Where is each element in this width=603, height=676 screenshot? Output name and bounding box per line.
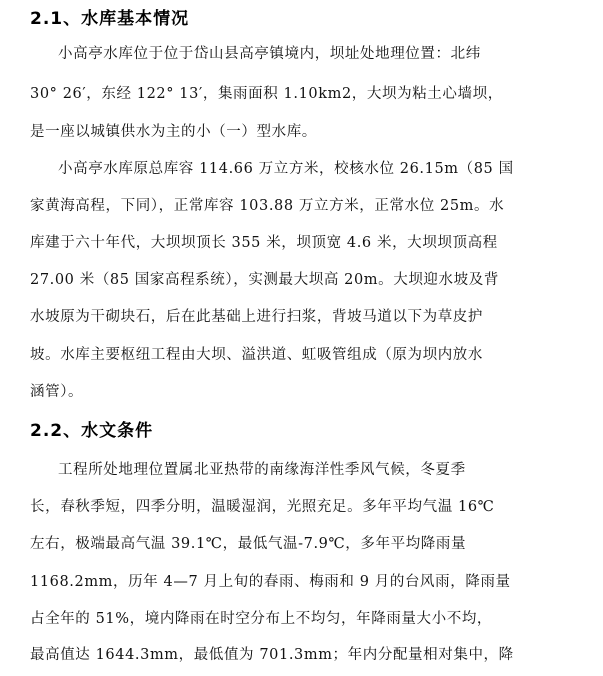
text-line: 小高亭水库位于位于岱山县高亭镇境内，坝址处地理位置：北纬 <box>58 46 481 62</box>
text-line: 1168.2mm，历年 4—7 月上旬的春雨、梅雨和 9 月的台风雨，降雨量 <box>30 574 511 590</box>
text-line: 库建于六十年代，大坝坝顶长 355 米，坝顶宽 4.6 米，大坝坝顶高程 <box>30 235 498 251</box>
text-line: 是一座以城镇供水为主的小（一）型水库。 <box>30 124 317 140</box>
text-line: 涵管）。 <box>30 384 84 400</box>
text-line: 小高亭水库原总库容 114.66 万立方米，校核水位 26.15m（85 国 <box>58 161 514 177</box>
section-heading-2-2: 2.2、水文条件 <box>30 421 154 441</box>
text-line: 30° 26′，东经 122° 13′，集雨面积 1.10km2，大坝为粘土心墙坝， <box>30 86 503 102</box>
text-line: 27.00 米（85 国家高程系统），实测最大坝高 20m。大坝迎水坡及背 <box>30 272 499 288</box>
text-line: 坡。水库主要枢纽工程由大坝、溢洪道、虹吸管组成（原为坝内放水 <box>30 347 483 363</box>
text-line: 左右，极端最高气温 39.1℃，最低气温-7.9℃，多年平均降雨量 <box>30 536 467 552</box>
text-line: 工程所处地理位置属北亚热带的南缘海洋性季风气候，冬夏季 <box>58 462 466 478</box>
text-line: 占全年的 51%，境内降雨在时空分布上不均匀，年降雨量大小不均， <box>30 611 493 627</box>
text-line: 水坡原为干砌块石，后在此基础上进行扫浆，背坡马道以下为草皮护 <box>30 309 483 325</box>
text-line: 长，春秋季短，四季分明，温暖湿润，光照充足。多年平均气温 16℃ <box>30 499 495 515</box>
text-line: 家黄海高程，下同），正常库容 103.88 万立方米，正常水位 25m。水 <box>30 198 505 214</box>
text-line: 最高值达 1644.3mm，最低值为 701.3mm；年内分配量相对集中，降 <box>30 647 514 663</box>
section-heading-2-1: 2.1、水库基本情况 <box>30 9 190 29</box>
